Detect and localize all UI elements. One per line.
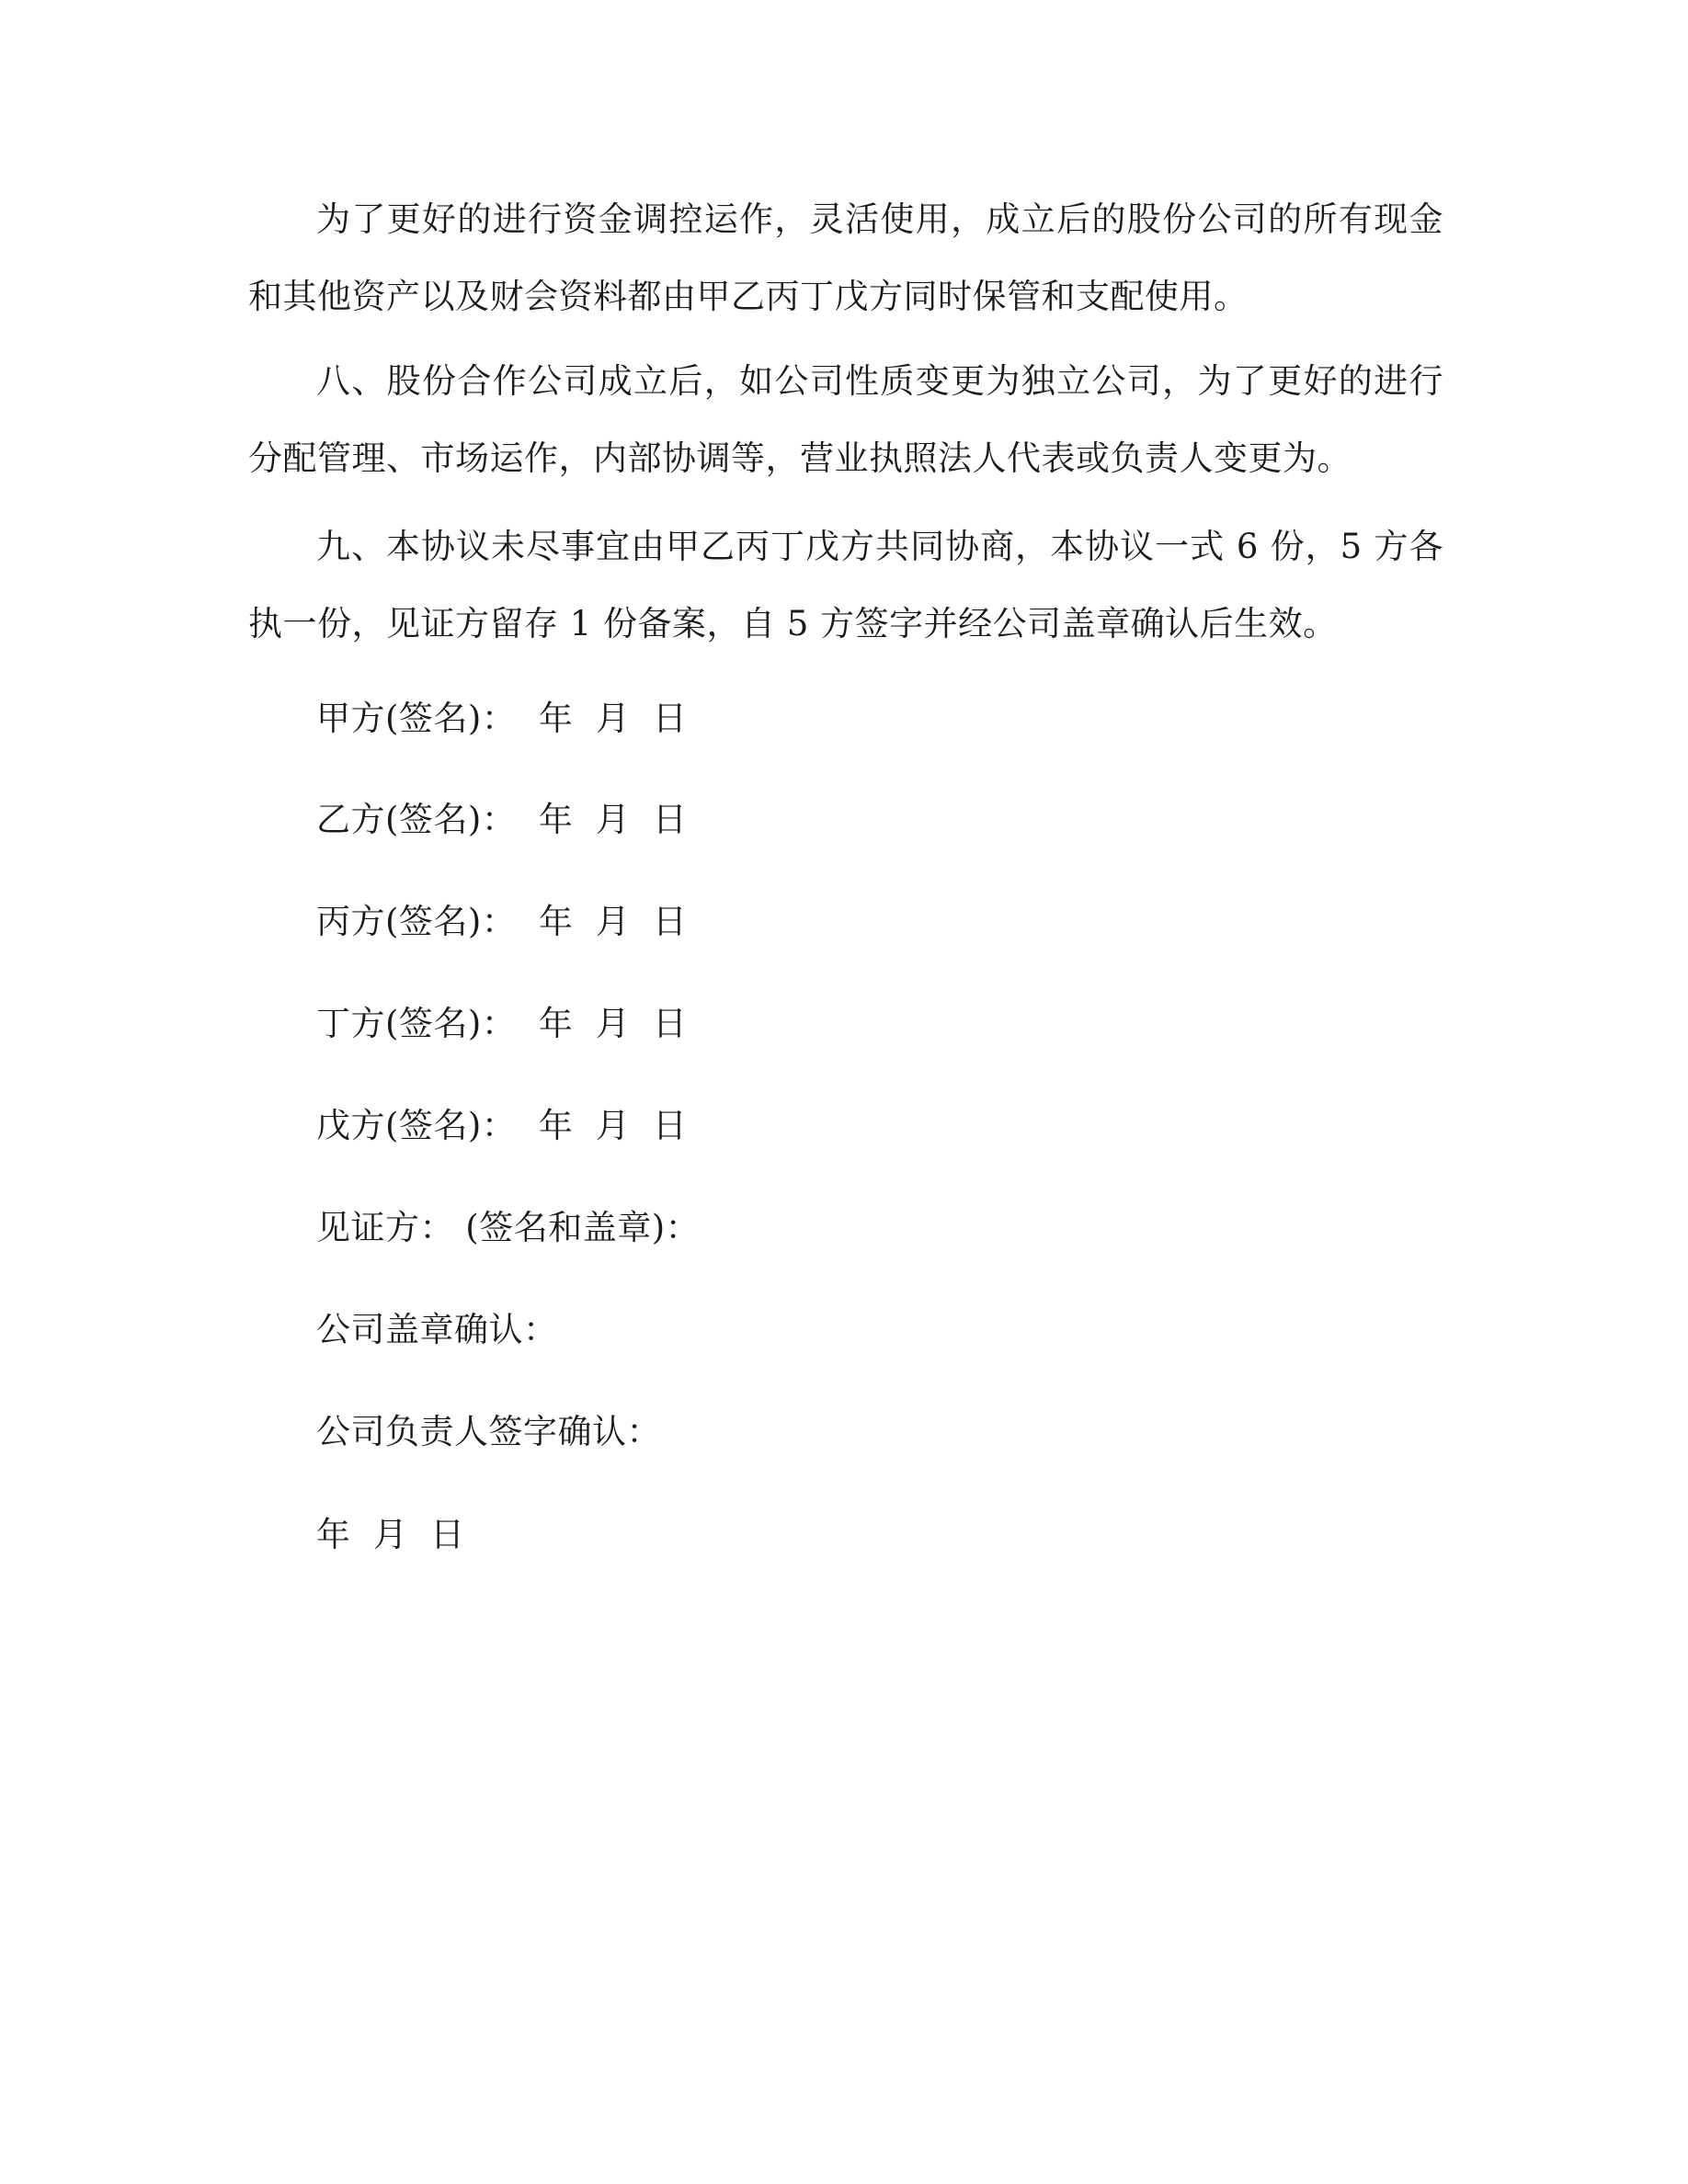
signature-line-party-c: 丙方(签名)： 年 月 日 (316, 902, 688, 941)
signature-line-party-a: 甲方(签名)： 年 月 日 (316, 699, 688, 738)
body-paragraph-asset-custody: 为了更好的进行资金调控运作，灵活使用，成立后的股份公司的所有现金和其他资产以及财会资料都由甲乙丙丁戊方同时保管和支配使用。 (248, 199, 1443, 316)
date-line: 年 月 日 (316, 1515, 465, 1554)
signature-line-party-e: 戊方(签名)： 年 月 日 (316, 1106, 688, 1145)
body-paragraph-clause-eight: 八、股份合作公司成立后，如公司性质变更为独立公司，为了更好的进行分配管理、市场运作，内部协调等，营业执照法人代表或负责人变更为。 (248, 361, 1443, 478)
signature-line-party-b: 乙方(签名)： 年 月 日 (316, 800, 688, 839)
signature-line-party-d: 丁方(签名)： 年 月 日 (316, 1004, 688, 1043)
witness-signature-line: 见证方： (签名和盖章)： (316, 1208, 701, 1247)
company-seal-line: 公司盖章确认： (316, 1310, 558, 1349)
company-head-signature-line: 公司负责人签字确认： (316, 1412, 661, 1451)
body-paragraph-clause-nine: 九、本协议未尽事宜由甲乙丙丁戊方共同协商，本协议一式 6 份，5 方各执一份，见证方留存 1 份备案，自 5 方签字并经公司盖章确认后生效。 (248, 527, 1443, 643)
